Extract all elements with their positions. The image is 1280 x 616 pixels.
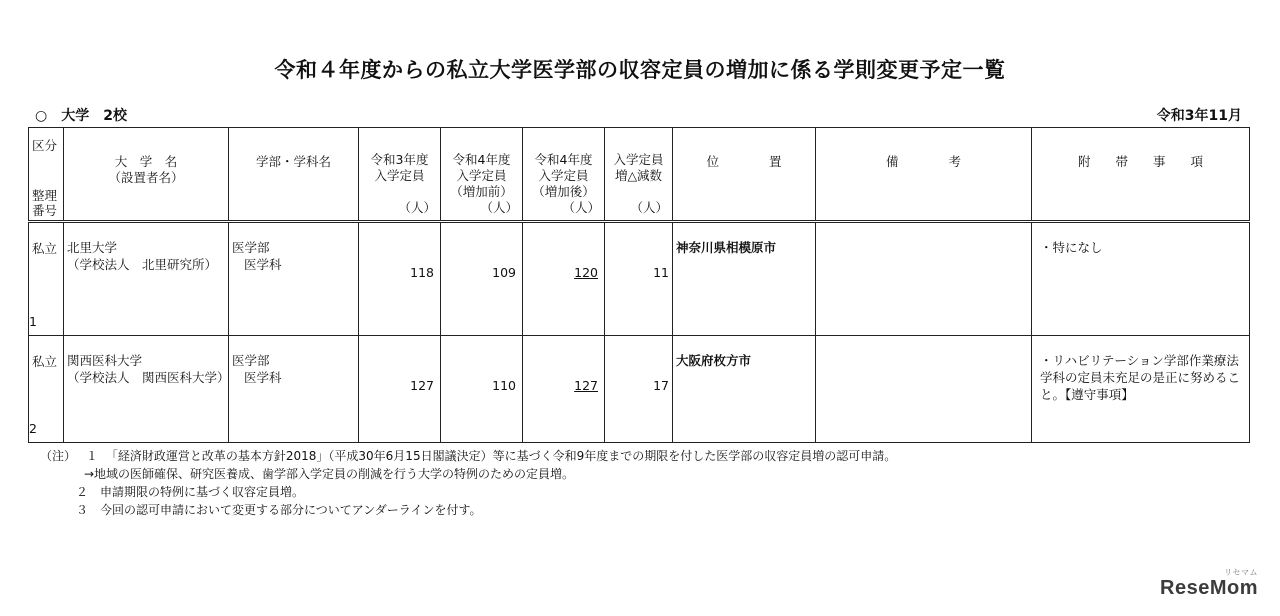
header-change <box>605 128 673 222</box>
section-label: ○ 大学 2校 <box>35 108 127 124</box>
row-cap-r3 <box>359 222 441 336</box>
footnote-1-text: 「経済財政運営と改革の基本方針2018」（平成30年6月15日閣議決定）等に基づく令和9年度までの期限を付した医学部の収容定員増の認可申請。 <box>105 449 897 463</box>
page-title: 令和４年度からの私立大学医学部の収容定員の増加に係る学則変更予定一覧 <box>274 58 1006 82</box>
row-index: 1 <box>29 314 37 329</box>
header-cap-r3-line1: 令和3年度 <box>370 152 429 167</box>
header-cap-r3 <box>359 128 441 222</box>
row-remarks <box>816 336 1032 443</box>
category-label: 私立 <box>32 241 58 256</box>
capacity-r4-after: 127 <box>574 378 598 393</box>
header-faculty <box>229 128 359 222</box>
conditions-text: ・リハビリテーション学部作業療法学科の定員未充足の是正に努めること。【遵守事項】 <box>1040 353 1241 402</box>
row-cap-r3 <box>359 336 441 443</box>
footnote-3: ３ 今回の認可申請において変更する部分についてアンダーラインを付す。 <box>76 503 482 517</box>
location-text: 大阪府枚方市 <box>676 353 752 368</box>
footnote-1-sub: →地域の医師確保、研究医養成、歯学部入学定員の削減を行う大学の特例のための定員増。 <box>84 467 575 481</box>
row-university <box>64 222 229 336</box>
header-faculty-label: 学部・学科名 <box>255 154 331 169</box>
header-univ-name: 大 学 名 <box>114 154 178 169</box>
resemom-logo-text: ReseMom <box>1160 577 1258 599</box>
row-faculty <box>229 222 359 336</box>
capacity-r3: 127 <box>410 378 434 393</box>
header-cap-r4-before <box>441 128 523 222</box>
row-location <box>673 222 816 336</box>
header-unit: （人） <box>480 200 518 215</box>
header-category <box>29 128 64 222</box>
capacity-change: 17 <box>653 378 669 393</box>
row-cap-r4-after <box>523 222 605 336</box>
category-label: 私立 <box>32 354 58 369</box>
table-row <box>29 222 1250 336</box>
header-change-line1: 入学定員 <box>613 152 664 167</box>
row-conditions <box>1032 336 1250 443</box>
department-name: 医学科 <box>244 370 282 385</box>
header-location-label: 位 置 <box>706 154 782 169</box>
header-location <box>673 128 816 222</box>
row-change <box>605 336 673 443</box>
row-remarks <box>816 222 1032 336</box>
row-location <box>673 336 816 443</box>
header-bango: 番号 <box>32 203 58 218</box>
header-remarks <box>816 128 1032 222</box>
footnotes <box>40 447 896 519</box>
university-name: 関西医科大学 <box>67 353 143 368</box>
capacity-r3: 118 <box>410 265 434 280</box>
capacity-change: 11 <box>653 265 669 280</box>
faculty-name: 医学部 <box>232 353 270 368</box>
resemom-logo <box>1160 568 1258 600</box>
row-university <box>64 336 229 443</box>
row-category <box>29 336 64 443</box>
header-cap-r4a-line3: （増加後） <box>532 184 595 199</box>
remarks-text <box>816 223 1031 239</box>
document-date: 令和3年11月 <box>1156 108 1242 124</box>
header-seiri-bango <box>32 188 57 218</box>
row-index: 2 <box>29 421 37 436</box>
header-seiri: 整理 <box>32 188 58 203</box>
header-unit: （人） <box>630 200 668 215</box>
header-change-line2: 増△減数 <box>614 168 663 183</box>
header-cap-r4b-line3: （増加前） <box>450 184 513 199</box>
header-cap-r4b-line1: 令和4年度 <box>452 152 511 167</box>
header-cap-r3-line2: 入学定員 <box>374 168 425 183</box>
header-university <box>64 128 229 222</box>
row-faculty <box>229 336 359 443</box>
header-unit: （人） <box>398 200 436 215</box>
footnote-2: ２ 申請期限の特例に基づく収容定員増。 <box>76 485 305 499</box>
location-text: 神奈川県相模原市 <box>676 240 777 255</box>
capacity-r4-after: 120 <box>574 265 598 280</box>
header-conditions-label: 附 帯 事 項 <box>1077 154 1203 169</box>
header-cap-r4a-line2: 入学定員 <box>538 168 589 183</box>
table-header-row <box>29 128 1250 222</box>
row-cap-r4-before <box>441 336 523 443</box>
department-name: 医学科 <box>244 257 282 272</box>
capacity-r4-before: 109 <box>492 265 516 280</box>
founder-name: （学校法人 関西医科大学） <box>67 370 230 385</box>
header-unit: （人） <box>562 200 600 215</box>
header-conditions <box>1032 128 1250 222</box>
header-kubun: 区分 <box>32 138 58 153</box>
header-cap-r4b-line2: 入学定員 <box>456 168 507 183</box>
row-cap-r4-after <box>523 336 605 443</box>
header-remarks-label: 備 考 <box>885 154 961 169</box>
capacity-r4-before: 110 <box>492 378 516 393</box>
remarks-text <box>816 336 1031 352</box>
conditions-text: ・特になし <box>1040 240 1103 255</box>
university-table <box>28 127 1250 443</box>
header-founder: （設置者名） <box>108 170 184 185</box>
resemom-logo-small: リセマム <box>1224 568 1258 577</box>
footnote-label: （注） <box>40 449 77 463</box>
header-cap-r4-after <box>523 128 605 222</box>
footnote-1-number: １ <box>85 449 98 463</box>
row-change <box>605 222 673 336</box>
footnote-1 <box>40 447 896 465</box>
university-name: 北里大学 <box>67 240 118 255</box>
table-row <box>29 336 1250 443</box>
row-category <box>29 222 64 336</box>
header-cap-r4a-line1: 令和4年度 <box>534 152 593 167</box>
founder-name: （学校法人 北里研究所） <box>67 257 218 272</box>
row-cap-r4-before <box>441 222 523 336</box>
faculty-name: 医学部 <box>232 240 270 255</box>
row-conditions <box>1032 222 1250 336</box>
